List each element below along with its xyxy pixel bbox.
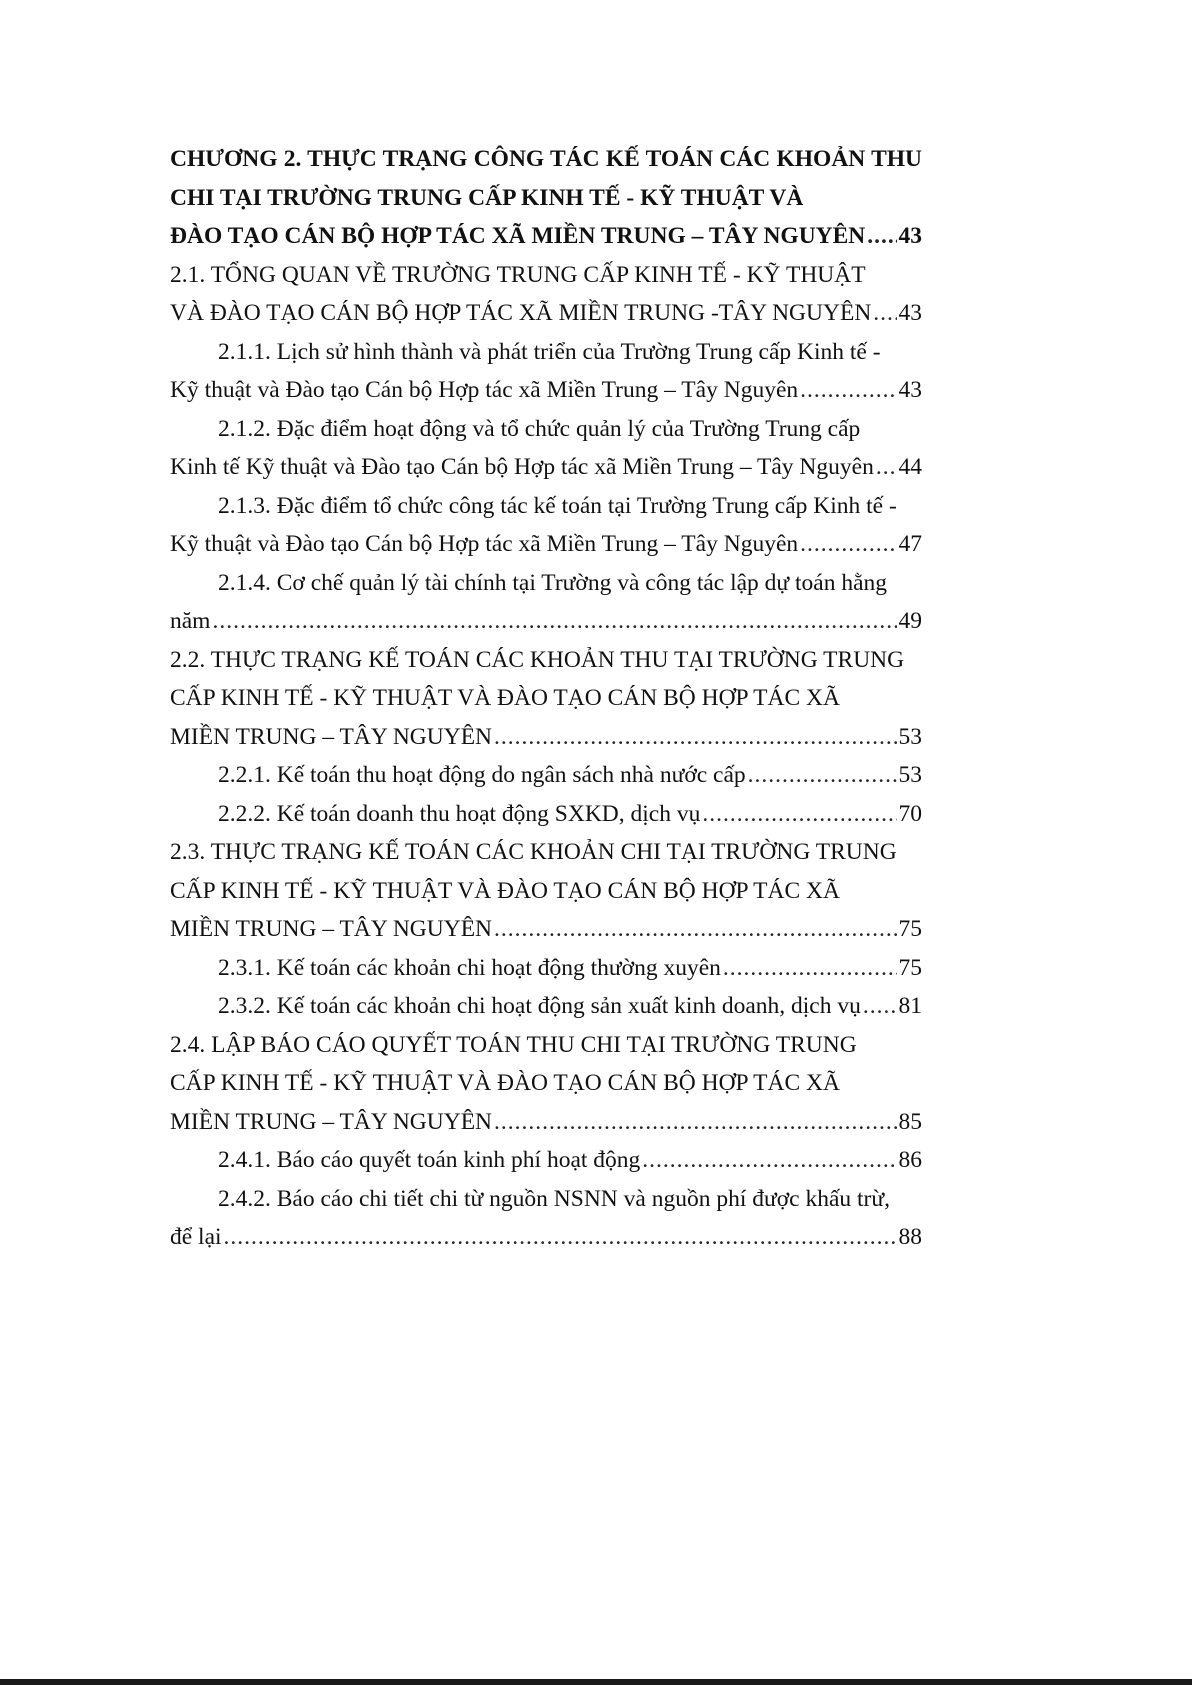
toc-entry-text: CẤP KINH TẾ - KỸ THUẬT VÀ ĐÀO TẠO CÁN BỘ HỢP TÁC XÃ (170, 685, 841, 711)
toc-entry-2-4-2 (170, 1180, 922, 1257)
scan-edge (0, 1679, 1192, 1685)
toc-page-number: 70 (898, 800, 922, 827)
toc-entry-lastline (170, 1103, 922, 1142)
toc-entry-lastline (170, 525, 922, 564)
toc-entry-text: CẤP KINH TẾ - KỸ THUẬT VÀ ĐÀO TẠO CÁN BỘ HỢP TÁC XÃ (170, 877, 841, 904)
toc-leader-dots (494, 910, 896, 949)
toc-entry-2-1-1 (170, 333, 922, 410)
toc-page-number: 47 (898, 531, 922, 557)
toc-entry-text: năm (170, 608, 211, 634)
toc-entry-lastline (170, 448, 922, 487)
toc-entry-2-2-1 (170, 756, 922, 795)
toc-entry-lastline (170, 949, 922, 988)
toc-entry-lastline (170, 795, 922, 834)
toc-entry-2-1-3 (170, 487, 922, 564)
toc-page-number: 53 (898, 723, 922, 750)
toc-entry-lastline (170, 987, 922, 1026)
toc-entry-text: 2.1.1. Lịch sử hình thành và phát triển của Trường Trung cấp Kinh tế - (218, 338, 881, 365)
toc-entry-text: Kinh tế Kỹ thuật và Đào tạo Cán bộ Hợp tác xã Miền Trung – Tây Nguyên (170, 454, 874, 480)
toc-entry-lastline (170, 602, 922, 641)
toc-entry-2-2 (170, 641, 922, 757)
toc-page-number: 75 (898, 954, 922, 981)
toc-page-number: 44 (898, 454, 922, 480)
toc-entry-lastline (170, 910, 922, 949)
toc-leader-dots (876, 448, 897, 487)
toc-entry-text: 2.3. THỰC TRẠNG KẾ TOÁN CÁC KHOẢN CHI TẠI TRƯỜNG TRUNG (170, 839, 897, 865)
toc-leader-dots (494, 1103, 896, 1142)
toc-entry-2-3-1 (170, 949, 922, 988)
toc-entry-text: 2.1.4. Cơ chế quản lý tài chính tại Trường và công tác lập dự toán hằng (218, 569, 888, 596)
toc-entry-lastline (170, 756, 922, 795)
toc-entry-2-1 (170, 256, 922, 333)
table-of-contents (170, 140, 922, 1257)
toc-entry-text: MIỀN TRUNG – TÂY NGUYÊN (170, 723, 493, 750)
toc-leader-dots (873, 294, 896, 333)
toc-entry-text: 2.2. THỰC TRẠNG KẾ TOÁN CÁC KHOẢN THU TẠI TRƯỜNG TRUNG (170, 646, 905, 673)
toc-entry-2-1-4 (170, 564, 922, 641)
toc-page-number: 43 (898, 377, 922, 403)
toc-page-number: 81 (898, 993, 922, 1019)
toc-entry-text: 2.4.2. Báo cáo chi tiết chi từ nguồn NSNN và nguồn phí được khấu trừ, (218, 1185, 890, 1212)
toc-page-number: 43 (898, 223, 922, 249)
toc-entry-2-2-2 (170, 795, 922, 834)
toc-entry-text: 2.3.2. Kế toán các khoản chi hoạt động sản xuất kinh doanh, dịch vụ (218, 993, 861, 1019)
toc-entry-lastline (170, 294, 922, 333)
toc-page-number: 88 (898, 1224, 922, 1250)
toc-page-number: 53 (898, 762, 922, 788)
toc-entry-lastline (170, 217, 922, 256)
toc-entry-lastline (170, 1218, 922, 1257)
toc-leader-dots (224, 1218, 897, 1257)
toc-entry-text: MIỀN TRUNG – TÂY NGUYÊN (170, 1108, 493, 1135)
toc-entry-text: MIỀN TRUNG – TÂY NGUYÊN (170, 916, 493, 942)
toc-page-number: 75 (898, 916, 922, 942)
toc-entry-text: CHƯƠNG 2. THỰC TRẠNG CÔNG TÁC KẾ TOÁN CÁC KHOẢN THU CHI TẠI TRƯỜNG TRUNG CẤP KINH TẾ - KỸ THUẬT VÀ (170, 146, 922, 211)
toc-entry-chapter-2 (170, 140, 922, 256)
toc-entry-text: để lại (170, 1224, 222, 1250)
toc-leader-dots (800, 371, 896, 410)
toc-entry-text: Kỹ thuật và Đào tạo Cán bộ Hợp tác xã Miền Trung – Tây Nguyên (170, 377, 799, 403)
toc-leader-dots (212, 602, 896, 641)
toc-entry-lastline (170, 1141, 922, 1180)
toc-leader-dots (863, 987, 897, 1026)
toc-entry-lastline (170, 718, 922, 757)
toc-entry-text: 2.1.2. Đặc điểm hoạt động và tổ chức quản lý của Trường Trung cấp (218, 415, 861, 442)
toc-leader-dots (723, 949, 897, 988)
toc-entry-text: 2.4. LẬP BÁO CÁO QUYẾT TOÁN THU CHI TẠI TRƯỜNG TRUNG (170, 1031, 857, 1058)
toc-entry-2-4 (170, 1026, 922, 1142)
toc-page-number: 49 (898, 608, 922, 634)
toc-entry-text: 2.3.1. Kế toán các khoản chi hoạt động thường xuyên (218, 954, 721, 981)
toc-entry-lastline (170, 371, 922, 410)
toc-page-number: 85 (898, 1108, 922, 1135)
toc-entry-text: 2.2.2. Kế toán doanh thu hoạt động SXKD, dịch vụ (218, 800, 701, 827)
toc-leader-dots (867, 217, 896, 256)
toc-entry-2-4-1 (170, 1141, 922, 1180)
toc-entry-text: ĐÀO TẠO CÁN BỘ HỢP TÁC XÃ MIỀN TRUNG – TÂY NGUYÊN (170, 223, 866, 249)
toc-leader-dots (702, 795, 896, 834)
toc-leader-dots (642, 1141, 896, 1180)
toc-entry-2-3 (170, 833, 922, 949)
toc-page-number: 86 (898, 1147, 922, 1173)
toc-leader-dots (800, 525, 896, 564)
toc-entry-text: 2.1. TỔNG QUAN VỀ TRƯỜNG TRUNG CẤP KINH TẾ - KỸ THUẬT (170, 261, 866, 288)
toc-entry-text: 2.2.1. Kế toán thu hoạt động do ngân sách nhà nước cấp (218, 762, 746, 788)
toc-page-number: 43 (898, 300, 922, 326)
toc-leader-dots (494, 718, 896, 757)
toc-entry-text: VÀ ĐÀO TẠO CÁN BỘ HỢP TÁC XÃ MIỀN TRUNG -TÂY NGUYÊN (170, 300, 872, 326)
toc-entry-text: 2.4.1. Báo cáo quyết toán kinh phí hoạt động (218, 1147, 641, 1173)
toc-entry-text: 2.1.3. Đặc điểm tổ chức công tác kế toán tại Trường Trung cấp Kinh tế - (218, 492, 897, 519)
toc-entry-2-1-2 (170, 410, 922, 487)
toc-entry-2-3-2 (170, 987, 922, 1026)
toc-entry-text: CẤP KINH TẾ - KỸ THUẬT VÀ ĐÀO TẠO CÁN BỘ HỢP TÁC XÃ (170, 1070, 841, 1096)
toc-entry-text: Kỹ thuật và Đào tạo Cán bộ Hợp tác xã Miền Trung – Tây Nguyên (170, 531, 799, 557)
toc-leader-dots (748, 756, 897, 795)
